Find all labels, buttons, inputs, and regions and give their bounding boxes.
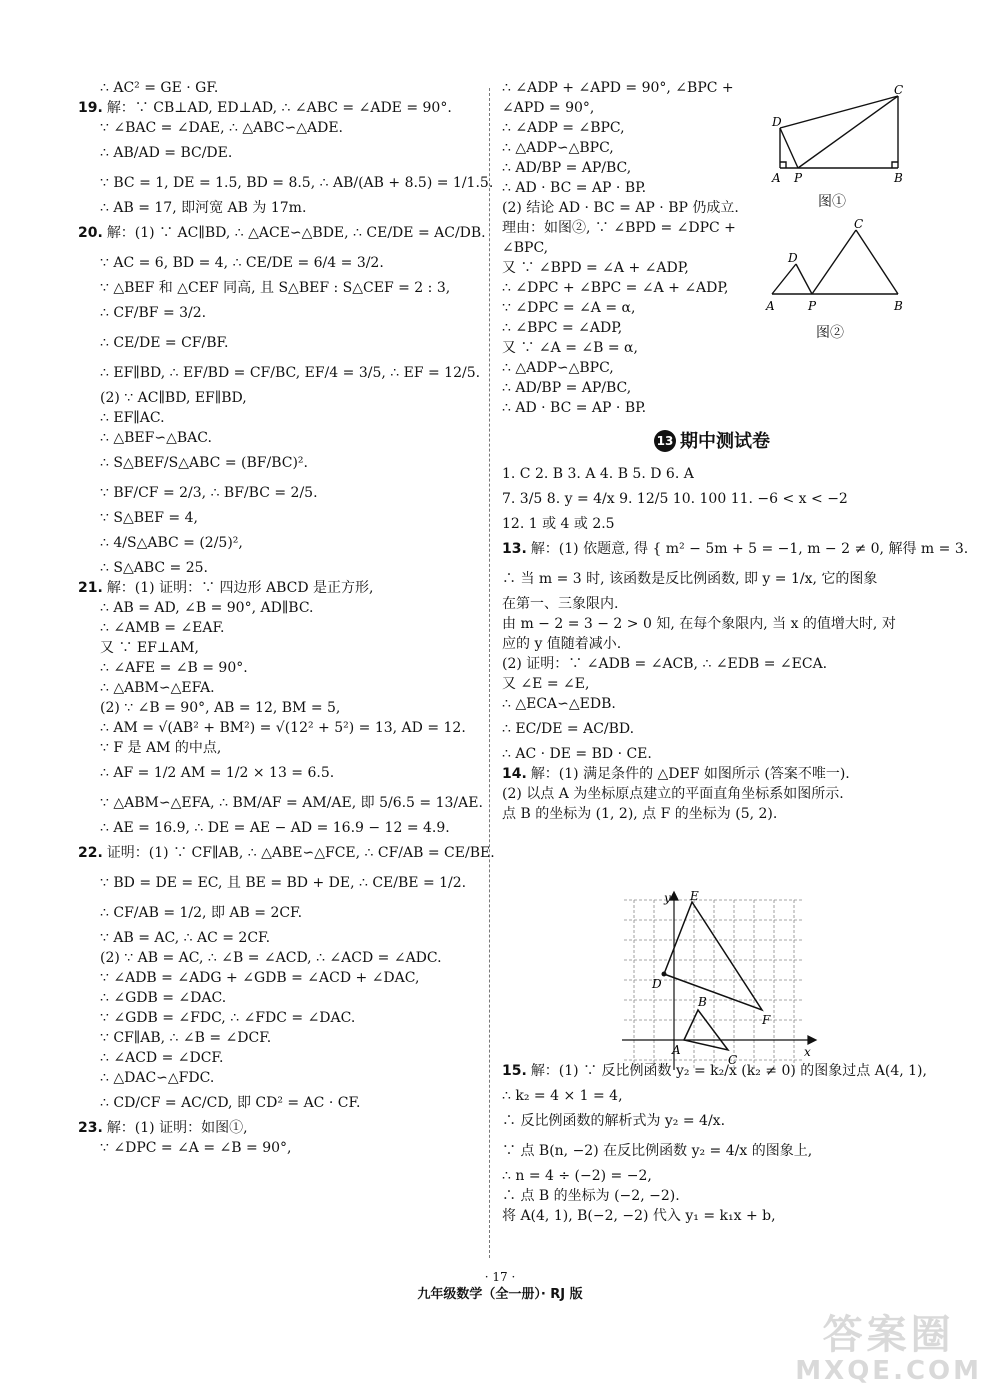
right_column_bottom-line (502, 634, 922, 654)
question-number: 19. (78, 100, 103, 116)
right_column_top-line (502, 298, 757, 318)
answer-text: ∵ ∠GDB = ∠FDC, ∴ ∠FDC = ∠DAC. (100, 1010, 356, 1026)
answer-text: ∴ ∠ADP = ∠BPC, (502, 120, 625, 136)
right_column_bottom-line (502, 614, 922, 634)
fig2-label-p: P (808, 299, 817, 313)
answer-text: ∵ BF/CF = 2/3, ∴ BF/BC = 2/5. (100, 485, 318, 501)
question-number: 13. (502, 541, 527, 557)
point-d-dot (662, 972, 667, 977)
answer-text: ∴ △BEF∽△BAC. (100, 430, 212, 446)
right_column_bottom-line (502, 784, 922, 804)
left-line (78, 358, 483, 388)
left-line (78, 838, 495, 868)
left-line (78, 168, 494, 198)
fig2-label-b: B (894, 299, 903, 313)
right_column_q15-line (502, 1086, 922, 1106)
answer-text: ∴ ∠ACD = ∠DCF. (100, 1050, 224, 1066)
answer-text: 理由：如图②, ∵ ∠BPD = ∠DPC + (502, 220, 736, 236)
left-line (78, 1008, 483, 1028)
fig2-label-c: C (854, 217, 864, 231)
right_column_bottom-line (502, 564, 922, 594)
answer-text: ∵ AC = 6, BD = 4, ∴ CE/DE = 6/4 = 3/2. (100, 255, 384, 271)
answer-text: ∵ CF∥AB, ∴ ∠B = ∠DCF. (100, 1030, 272, 1046)
answer-text: ∴ 4/S△ABC = (2/5)², (100, 535, 243, 551)
answer-text: 又 ∵ EF⊥AM, (100, 640, 199, 656)
answer-text: ∴ AC · DE = BD · CE. (502, 746, 652, 762)
left-line (78, 558, 483, 578)
answer-text: ∵ △BEF 和 △CEF 同高, 且 S△BEF : S△CEF = 2 : 3, (100, 280, 451, 296)
right_column_bottom-line (502, 534, 969, 564)
right_column_top-line (502, 398, 757, 418)
fig1-segment-dc (780, 96, 898, 128)
grid-label-c: C (728, 1053, 738, 1067)
answer-text: ∴ ∠AFE = ∠B = 90°. (100, 660, 248, 676)
fig2-segment-dp (796, 264, 812, 294)
answer-text: ∴ CE/DE = CF/BF. (100, 335, 229, 351)
right_column_q15-line (502, 1166, 922, 1186)
right_column_bottom-line (502, 514, 922, 534)
answer-text: ∵ BC = 1, DE = 1.5, BD = 8.5, ∴ AB/(AB + 8.5) = 1/1.5. (100, 175, 494, 191)
answer-text: 应的 y 值随着减小. (502, 636, 622, 652)
answer-text: ∠BPC, (502, 240, 549, 256)
figure-1-diagram (770, 84, 910, 184)
right_column_top-line (502, 378, 757, 398)
left-line (78, 678, 483, 698)
answer-text: 解：(1) ∵ 反比例函数 y₂ = k₂/x (k₂ ≠ 0) 的图象过点 A(4, 1), (530, 1063, 927, 1079)
answer-text: ∴ △ABM∽△EFA. (100, 680, 215, 696)
right_column_top-line (502, 158, 757, 178)
left-line (78, 948, 483, 968)
q15-answers (502, 1056, 927, 1226)
left-line (78, 928, 483, 948)
left-line (78, 528, 483, 558)
answer-text: 又 ∵ ∠A = ∠B = α, (502, 340, 638, 356)
answer-text: ∴ AD/BP = AP/BC, (502, 160, 632, 176)
left-line (78, 408, 483, 428)
left-line (78, 218, 486, 248)
midterm-answers (502, 464, 969, 824)
left-line (78, 658, 483, 678)
answer-text: 由 m − 2 = 3 − 2 > 0 知, 在每个象限内, 当 x 的值增大时, 对 (502, 616, 896, 632)
answer-text: ∵ ∠DPC = ∠A = α, (502, 300, 636, 316)
right_column_bottom-line (502, 594, 922, 614)
answer-text: ∵ F 是 AM 的中点, (100, 740, 222, 756)
left-line (78, 248, 483, 278)
fig2-label-d: D (788, 251, 798, 265)
right_column_bottom-line (502, 484, 922, 514)
left-line (78, 898, 483, 928)
right_column_top-line (502, 218, 757, 238)
left-line (78, 718, 483, 738)
answer-text: ∴ S△BEF/S△ABC = (BF/BC)². (100, 455, 308, 471)
left-line (78, 298, 483, 328)
answer-text: ∠APD = 90°, (502, 100, 595, 116)
answer-text: 解：(1) 依题意, 得 { m² − 5m + 5 = −1, m − 2 ≠ 0, 解得 m = 3. (530, 541, 969, 557)
answer-text: 1. C 2. B 3. A 4. B 5. D 6. A (502, 466, 694, 482)
right_column_top-line (502, 238, 757, 258)
answer-text: ∵ S△BEF = 4, (100, 510, 198, 526)
left-line (78, 508, 483, 528)
answer-text: ∴ CD/CF = AC/CD, 即 CD² = AC · CF. (100, 1095, 361, 1111)
answer-text: ∴ △DAC∽△FDC. (100, 1070, 215, 1086)
figure-1-caption: 图① (818, 194, 846, 210)
answer-text: ∴ AB/AD = BC/DE. (100, 145, 233, 161)
answer-text: ∵ AB = AC, ∴ AC = 2CF. (100, 930, 271, 946)
right_column_top-line (502, 178, 757, 198)
left-line (78, 428, 483, 448)
answer-text: 在第一、三象限内. (502, 596, 619, 612)
answer-text: ∴ EF∥BD, ∴ EF/BD = CF/BC, EF/4 = 3/5, ∴ EF = 12/5. (100, 365, 481, 381)
answer-text: ∴ ∠BPC = ∠ADP, (502, 320, 623, 336)
fig2-segment-ad (772, 264, 796, 294)
answer-text: ∴ CF/AB = 1/2, 即 AB = 2CF. (100, 905, 303, 921)
answer-text: 证明：(1) ∵ CF∥AB, ∴ △ABE∽△FCE, ∴ CF/AB = CE/BE. (106, 845, 495, 861)
answer-text: ∴ AD/BP = AP/BC, (502, 380, 632, 396)
grid-label-x: x (804, 1045, 811, 1059)
right_column_q15-line (502, 1206, 922, 1226)
left-line (78, 1068, 483, 1088)
question-number: 23. (78, 1120, 103, 1136)
fig2-segment-cb (856, 230, 898, 294)
answer-text: ∴ AM = √(AB² + BM²) = √(12² + 5²) = 13, AD = 12. (100, 720, 466, 736)
answer-text: ∴ AF = 1/2 AM = 1/2 × 13 = 6.5. (100, 765, 335, 781)
left-line (78, 638, 483, 658)
right_column_top-line (502, 118, 757, 138)
left-line (78, 968, 483, 988)
answer-text: ∴ AD · BC = AP · BP. (502, 180, 647, 196)
answer-text: 7. 3/5 8. y = 4/x 9. 12/5 10. 100 11. −6 < x < −2 (502, 491, 848, 507)
left-line (78, 278, 483, 298)
answer-text: ∴ AB = 17, 即河宽 AB 为 17m. (100, 200, 307, 216)
left-line (78, 758, 483, 788)
answer-text: ∵ BD = DE = EC, 且 BE = BD + DE, ∴ CE/BE = 1/2. (100, 875, 467, 891)
right_column_bottom-line (502, 804, 922, 824)
right_column_top-line (502, 198, 757, 218)
left-line (78, 868, 483, 898)
section-title: 期中测试卷 (680, 431, 770, 452)
question-number: 20. (78, 225, 103, 241)
section-heading (502, 428, 922, 456)
answer-text: ∴ AC² = GE · GF. (100, 80, 219, 96)
answer-text: 解：∵ CB⊥AD, ED⊥AD, ∴ ∠ABC = ∠ADE = 90°. (106, 100, 452, 116)
left-line (78, 988, 483, 1008)
answer-text: ∴ n = 4 ÷ (−2) = −2, (502, 1168, 652, 1184)
edition-label: 九年级数学（全一册）· RJ 版 (417, 1287, 583, 1302)
answer-text: ∵ ∠BAC = ∠DAE, ∴ △ABC∽△ADE. (100, 120, 344, 136)
left-line (78, 788, 483, 818)
right_column_q15-line (502, 1106, 922, 1136)
answer-text: ∴ ∠GDB = ∠DAC. (100, 990, 227, 1006)
answer-text: ∴ 当 m = 3 时, 该函数是反比例函数, 即 y = 1/x, 它的图象 (502, 571, 878, 587)
fig1-label-d: D (772, 115, 782, 129)
watermark-line-2: MXQE.COM (795, 1356, 982, 1386)
answer-text: (2) 证明：∵ ∠ADB = ∠ACB, ∴ ∠EDB = ∠ECA. (502, 656, 828, 672)
answer-text: (2) 结论 AD · BC = AP · BP 仍成立. (502, 200, 739, 216)
right_column_top-line (502, 358, 757, 378)
right_column_bottom-line (502, 764, 922, 784)
answer-text: ∴ ∠DPC + ∠BPC = ∠A + ∠ADP, (502, 280, 729, 296)
answer-text: 点 B 的坐标为 (1, 2), 点 F 的坐标为 (5, 2). (502, 806, 778, 822)
left-line (78, 818, 483, 838)
triangle-abc (684, 1010, 728, 1050)
y-axis-arrow (670, 892, 678, 900)
answer-text: (2) 以点 A 为坐标原点建立的平面直角坐标系如图所示. (502, 786, 844, 802)
triangle-def (664, 902, 762, 1010)
answer-text: ∴ ∠ADP + ∠APD = 90°, ∠BPC + (502, 80, 734, 96)
right_column_top-line (502, 258, 757, 278)
left-line (78, 1118, 483, 1138)
answer-text: ∴ AD · BC = AP · BP. (502, 400, 647, 416)
right_column_bottom-line (502, 714, 922, 744)
fig1-label-p: P (794, 171, 803, 185)
answer-text: 又 ∠E = ∠E, (502, 676, 590, 692)
left-line (78, 78, 483, 98)
left-line (78, 328, 483, 358)
left-line (78, 1048, 483, 1068)
fig2-label-a: A (766, 299, 775, 313)
question-number: 22. (78, 845, 103, 861)
answer-text: ∵ △ABM∽△EFA, ∴ BM/AF = AM/AE, 即 5/6.5 = 13/AE. (100, 795, 483, 811)
answer-text: ∴ CF/BF = 3/2. (100, 305, 207, 321)
left-line (78, 598, 483, 618)
answer-text: 解：(1) 证明：∵ 四边形 ABCD 是正方形, (106, 580, 374, 596)
left-line (78, 578, 483, 598)
fig1-label-c: C (894, 83, 904, 97)
fig1-label-a: A (772, 171, 781, 185)
fig1-right-angle-b (892, 162, 898, 168)
left-line (78, 448, 483, 478)
right_column_q15-line (502, 1136, 922, 1166)
answer-text: ∵ ∠DPC = ∠A = ∠B = 90°, (100, 1140, 292, 1156)
column-divider (489, 88, 490, 1258)
right_column_top-line (502, 138, 757, 158)
answer-text: ∴ 反比例函数的解析式为 y₂ = 4/x. (502, 1113, 726, 1129)
watermark-logo (795, 1313, 982, 1385)
left-column (78, 78, 495, 1158)
left-line (78, 738, 483, 758)
fig1-right-angle-a (780, 162, 786, 168)
left-line (78, 478, 483, 508)
answer-text: ∴ 点 B 的坐标为 (−2, −2). (502, 1188, 680, 1204)
right_column_top-line (502, 278, 757, 298)
answer-text: ∴ EC/DE = AC/BD. (502, 721, 635, 737)
grid-label-y: y (664, 891, 671, 905)
page-footer (0, 1268, 1000, 1304)
answer-text: ∴ △ADP∽△BPC, (502, 140, 614, 156)
grid-figure (618, 890, 818, 1076)
right_column_bottom-line (502, 464, 922, 484)
left-line (78, 388, 483, 408)
question-number: 21. (78, 580, 103, 596)
right_column_q15-line (502, 1186, 922, 1206)
fig1-label-b: B (894, 171, 903, 185)
answer-text: 将 A(4, 1), B(−2, −2) 代入 y₁ = k₁x + b, (502, 1208, 776, 1224)
left-line (78, 118, 483, 138)
right_column_bottom-line (502, 694, 922, 714)
answer-text: ∴ S△ABC = 25. (100, 560, 208, 576)
right_column_top-line (502, 78, 757, 98)
answer-text: 12. 1 或 4 或 2.5 (502, 516, 615, 532)
figure-2-diagram (762, 218, 912, 314)
answer-text: (2) ∵ AB = AC, ∴ ∠B = ∠ACD, ∴ ∠ACD = ∠ADC. (100, 950, 442, 966)
left-line (78, 198, 483, 218)
left-line (78, 698, 483, 718)
grid-label-e: E (690, 889, 699, 903)
answer-text: ∴ ∠AMB = ∠EAF. (100, 620, 225, 636)
answer-text: 又 ∵ ∠BPD = ∠A + ∠ADP, (502, 260, 689, 276)
figure-2-caption: 图② (816, 325, 844, 341)
answer-text: (2) ∵ ∠B = 90°, AB = 12, BM = 5, (100, 700, 341, 716)
fig1-segment-pc (798, 96, 898, 168)
question-number: 14. (502, 766, 527, 782)
answer-text: ∴ AE = 16.9, ∴ DE = AE − AD = 16.9 − 12 = 4.9. (100, 820, 450, 836)
section-number-badge: 13 (654, 430, 676, 452)
left-line (78, 1028, 483, 1048)
grid-label-b: B (698, 995, 707, 1009)
page-number: · 17 · (484, 1270, 516, 1284)
answer-text: ∵ ∠ADB = ∠ADG + ∠GDB = ∠ACD + ∠DAC, (100, 970, 420, 986)
grid-label-f: F (762, 1013, 771, 1027)
question-number: 15. (502, 1063, 527, 1079)
left-line (78, 138, 483, 168)
left-line (78, 1138, 483, 1158)
fig2-segment-pc (812, 230, 856, 294)
grid-label-a: A (672, 1043, 681, 1057)
answer-text: ∴ k₂ = 4 × 1 = 4, (502, 1088, 623, 1104)
x-axis-arrow (808, 1036, 816, 1044)
left-line (78, 1088, 483, 1118)
left-line (78, 98, 483, 118)
answer-text: 解：(1) 证明：如图①, (106, 1120, 248, 1136)
answer-text: ∴ EF∥AC. (100, 410, 165, 426)
answer-text: (2) ∵ AC∥BD, EF∥BD, (100, 390, 247, 406)
answer-text: ∵ 点 B(n, −2) 在反比例函数 y₂ = 4/x 的图象上, (502, 1143, 813, 1159)
right_column_bottom-line (502, 674, 922, 694)
answer-text: 解：(1) 满足条件的 △DEF 如图所示 (答案不唯一). (530, 766, 850, 782)
q23-continued (502, 78, 757, 418)
right_column_top-line (502, 338, 757, 358)
right_column_bottom-line (502, 654, 922, 674)
right_column_top-line (502, 98, 757, 118)
left-line (78, 618, 483, 638)
answer-text: ∴ AB = AD, ∠B = 90°, AD∥BC. (100, 600, 314, 616)
answer-text: ∴ △ADP∽△BPC, (502, 360, 614, 376)
answer-text: 解：(1) ∵ AC∥BD, ∴ △ACE∽△BDE, ∴ CE/DE = AC/DB. (106, 225, 486, 241)
grid-label-d: D (652, 977, 662, 991)
right_column_top-line (502, 318, 757, 338)
watermark-line-1: 答案圈 (822, 1312, 955, 1358)
answer-text: ∴ △ECA∽△EDB. (502, 696, 616, 712)
right_column_bottom-line (502, 744, 922, 764)
